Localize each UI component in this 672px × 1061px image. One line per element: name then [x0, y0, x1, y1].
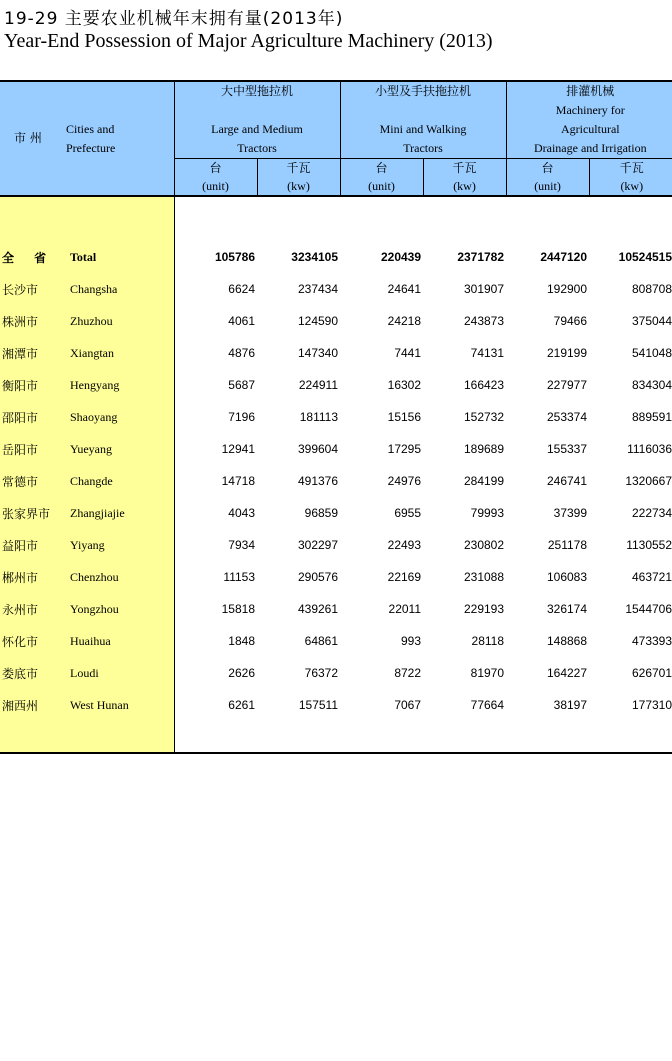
unit-cn: 台 [541, 161, 554, 175]
city-name-cn: 常德市 [0, 465, 66, 497]
value-cell: 1116036 [627, 442, 672, 456]
machinery-table-container [0, 80, 672, 754]
value-cell: 219199 [546, 346, 588, 360]
value-cell: 3234105 [291, 250, 339, 264]
table-row [0, 689, 672, 721]
value-cell: 106083 [546, 570, 588, 584]
city-name-en: Zhangjiajie [66, 497, 174, 529]
table-row [0, 529, 672, 561]
value-cell: 302297 [297, 538, 339, 552]
group-en3: Tractors [403, 141, 443, 155]
value-cell: 77664 [470, 698, 505, 712]
group-cn: 排灌机械 [566, 84, 615, 98]
group-cn: 小型及手扶拖拉机 [375, 84, 472, 98]
value-cell: 189689 [463, 442, 505, 456]
value-cell: 1130552 [626, 538, 672, 552]
city-name-cn: 怀化市 [0, 625, 66, 657]
header-city-cn: 市 州 [0, 81, 66, 196]
spacer-cell [66, 721, 174, 753]
value-cell: 24218 [387, 314, 422, 328]
city-name-cn: 株洲市 [0, 305, 66, 337]
value-cell: 2447120 [540, 250, 588, 264]
city-name-cn: 张家界市 [0, 497, 66, 529]
table-row [0, 497, 672, 529]
group-en3: Tractors [237, 141, 277, 155]
value-cell: 220439 [380, 250, 422, 264]
value-cell: 224911 [298, 378, 339, 392]
value-cell: 155337 [546, 442, 588, 456]
header-group-irrigation [506, 81, 672, 159]
header-group-mini-tractors [340, 81, 506, 159]
city-name-cn: 湘西州 [0, 689, 66, 721]
value-cell: 1544706 [625, 602, 672, 616]
value-cell: 246741 [546, 474, 588, 488]
unit-cn: 台 [375, 161, 388, 175]
value-cell: 6955 [394, 506, 422, 520]
page-title-english: Year-End Possession of Major Agriculture Machinery (2013) [4, 30, 493, 52]
unit-header [589, 159, 672, 197]
table-row [0, 561, 672, 593]
spacer-row [0, 721, 672, 753]
unit-en: (kw) [453, 179, 476, 193]
spacer-row [0, 196, 672, 241]
value-cell: 227977 [546, 378, 588, 392]
city-name-en: Shaoyang [66, 401, 174, 433]
value-cell: 237434 [297, 282, 339, 296]
value-cell: 148868 [546, 634, 588, 648]
value-cell: 17295 [387, 442, 422, 456]
value-cell: 4876 [228, 346, 255, 360]
value-cell: 147340 [297, 346, 339, 360]
city-name-cn: 永州市 [0, 593, 66, 625]
value-cell: 290576 [297, 570, 339, 584]
group-en3: Drainage and Irrigation [533, 141, 647, 155]
value-cell: 157511 [298, 698, 339, 712]
city-name-en: Loudi [66, 657, 174, 689]
city-name-cn: 岳阳市 [0, 433, 66, 465]
value-cell: 15818 [221, 602, 255, 616]
unit-header [174, 159, 257, 197]
table-row [0, 337, 672, 369]
spacer-cell [174, 721, 672, 753]
group-en2: Mini and Walking [379, 122, 467, 136]
value-cell: 231088 [463, 570, 505, 584]
city-name-cn: 娄底市 [0, 657, 66, 689]
city-name-cn: 全 省 [0, 241, 66, 273]
value-cell: 626701 [631, 666, 672, 680]
header-city-en [66, 81, 174, 196]
value-cell: 2371782 [457, 250, 505, 264]
value-cell: 4043 [228, 506, 255, 520]
unit-cn: 台 [209, 161, 222, 175]
value-cell: 96859 [304, 506, 339, 520]
city-name-cn: 衡阳市 [0, 369, 66, 401]
unit-cn: 千瓦 [452, 161, 477, 175]
city-name-en: Yiyang [66, 529, 174, 561]
group-en2: Agricultural [560, 122, 620, 136]
city-name-cn: 邵阳市 [0, 401, 66, 433]
value-cell: 834304 [631, 378, 672, 392]
city-name-cn: 长沙市 [0, 273, 66, 305]
city-name-en: Changsha [66, 273, 174, 305]
value-cell: 79993 [470, 506, 505, 520]
value-cell: 4061 [228, 314, 255, 328]
value-cell: 222734 [631, 506, 672, 520]
unit-header [257, 159, 340, 197]
spacer-cell [66, 196, 174, 241]
value-cell: 152732 [463, 410, 505, 424]
group-cn: 大中型拖拉机 [221, 84, 294, 98]
value-cell: 6624 [228, 282, 255, 296]
city-name-en: Changde [66, 465, 174, 497]
machinery-table [0, 80, 672, 754]
value-cell: 81970 [470, 666, 505, 680]
unit-cn: 千瓦 [619, 161, 644, 175]
value-cell: 124590 [297, 314, 339, 328]
value-cell: 11153 [223, 570, 255, 584]
value-cell: 1848 [228, 634, 255, 648]
city-name-en: Zhuzhou [66, 305, 174, 337]
value-cell: 808708 [631, 282, 672, 296]
value-cell: 22169 [387, 570, 422, 584]
value-cell: 5687 [228, 378, 255, 392]
value-cell: 243873 [463, 314, 505, 328]
value-cell: 541048 [631, 346, 672, 360]
value-cell: 7934 [228, 538, 255, 552]
table-row [0, 593, 672, 625]
value-cell: 7441 [394, 346, 422, 360]
city-name-en: Total [66, 241, 174, 273]
value-cell: 375044 [631, 314, 672, 328]
table-row [0, 657, 672, 689]
value-cell: 28118 [471, 634, 505, 648]
value-cell: 74131 [470, 346, 505, 360]
value-cell: 6261 [228, 698, 255, 712]
value-cell: 37399 [553, 506, 588, 520]
value-cell: 993 [400, 634, 422, 648]
value-cell: 12941 [221, 442, 255, 456]
unit-en: (unit) [368, 179, 395, 193]
unit-en: (unit) [534, 179, 561, 193]
value-cell: 16302 [387, 378, 422, 392]
unit-cn: 千瓦 [286, 161, 311, 175]
value-cell: 889591 [631, 410, 672, 424]
value-cell: 284199 [463, 474, 505, 488]
table-header [0, 81, 672, 196]
spacer-cell [0, 196, 66, 241]
value-cell: 24976 [387, 474, 422, 488]
value-cell: 166423 [463, 378, 505, 392]
city-name-en: Chenzhou [66, 561, 174, 593]
unit-en: (kw) [620, 179, 644, 193]
unit-header [340, 159, 423, 197]
value-cell: 473393 [631, 634, 672, 648]
value-cell: 76372 [304, 666, 339, 680]
value-cell: 251178 [547, 538, 588, 552]
table-body [0, 196, 672, 753]
value-cell: 230802 [463, 538, 505, 552]
group-en1 [341, 101, 506, 120]
value-cell: 2626 [228, 666, 255, 680]
value-cell: 177310 [631, 698, 672, 712]
table-row [0, 465, 672, 497]
header-group-large-tractors [174, 81, 340, 159]
value-cell: 22011 [388, 602, 422, 616]
table-row [0, 433, 672, 465]
value-cell: 14718 [221, 474, 255, 488]
table-row [0, 369, 672, 401]
spacer-cell [174, 196, 672, 241]
page-title-chinese: 19-29 主要农业机械年末拥有量(2013年) [4, 9, 344, 29]
group-en1: Machinery for [555, 103, 625, 117]
group-en2: Large and Medium [211, 122, 303, 136]
value-cell: 1320667 [625, 474, 672, 488]
city-name-en: Yueyang [66, 433, 174, 465]
value-cell: 164227 [546, 666, 588, 680]
value-cell: 79466 [553, 314, 588, 328]
value-cell: 326174 [546, 602, 588, 616]
value-cell: 10524515 [618, 250, 672, 264]
header-city-en-line2: Prefecture [66, 140, 116, 155]
city-name-en: West Hunan [66, 689, 174, 721]
city-name-en: Xiangtan [66, 337, 174, 369]
value-cell: 301907 [463, 282, 505, 296]
value-cell: 181113 [299, 410, 339, 424]
header-city-en-line1: Cities and [66, 121, 115, 136]
value-cell: 8722 [394, 666, 422, 680]
value-cell: 15156 [387, 410, 422, 424]
table-row [0, 305, 672, 337]
value-cell: 22493 [387, 538, 422, 552]
city-name-en: Huaihua [66, 625, 174, 657]
table-row [0, 401, 672, 433]
table-row [0, 273, 672, 305]
city-name-cn: 益阳市 [0, 529, 66, 561]
table-row-total [0, 241, 672, 273]
value-cell: 192900 [546, 282, 588, 296]
unit-header [423, 159, 506, 197]
value-cell: 105786 [214, 250, 255, 264]
city-name-en: Yongzhou [66, 593, 174, 625]
value-cell: 491376 [297, 474, 339, 488]
value-cell: 229193 [463, 602, 505, 616]
group-en1 [175, 101, 340, 120]
value-cell: 7067 [394, 698, 422, 712]
value-cell: 64861 [304, 634, 339, 648]
value-cell: 399604 [297, 442, 339, 456]
value-cell: 7196 [228, 410, 255, 424]
unit-en: (unit) [202, 179, 229, 193]
city-name-cn: 郴州市 [0, 561, 66, 593]
value-cell: 439261 [297, 602, 339, 616]
city-name-cn: 湘潭市 [0, 337, 66, 369]
table-row [0, 625, 672, 657]
unit-en: (kw) [287, 179, 310, 193]
value-cell: 463721 [631, 570, 672, 584]
value-cell: 38197 [553, 698, 588, 712]
value-cell: 24641 [387, 282, 422, 296]
city-name-en: Hengyang [66, 369, 174, 401]
spacer-cell [0, 721, 66, 753]
value-cell: 253374 [546, 410, 588, 424]
unit-header [506, 159, 589, 197]
